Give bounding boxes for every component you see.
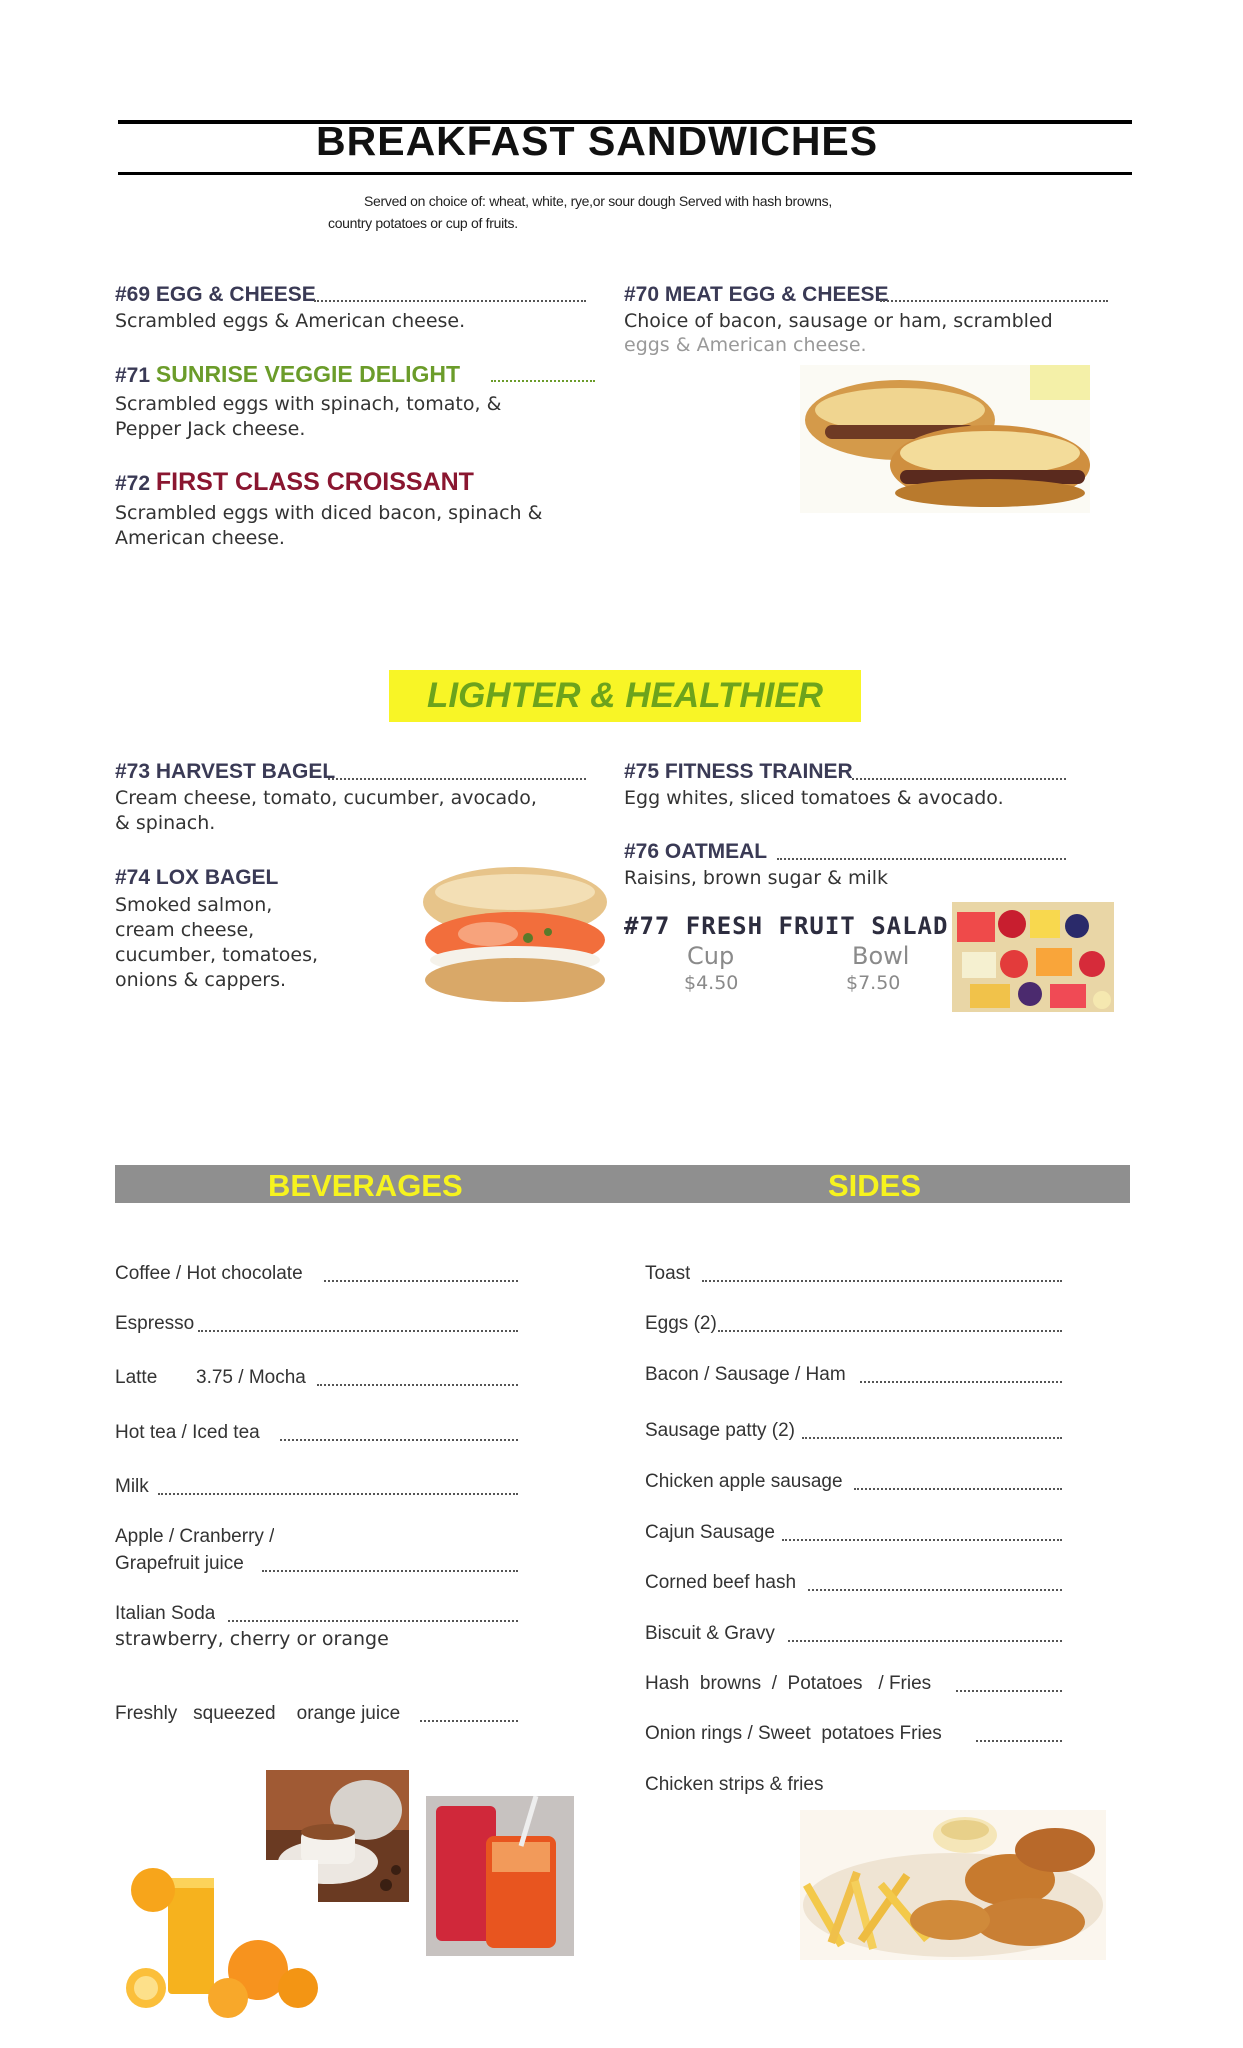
cup-label: Cup [687,942,735,970]
bowl-price: $7.50 [846,972,901,994]
croissant-sandwich-image [800,365,1090,513]
side-item: Hash browns / Potatoes / Fries [645,1673,932,1694]
side-item: Bacon / Sausage / Ham [645,1364,846,1385]
leader-dots [956,1690,1062,1692]
leader-dots [854,1488,1062,1490]
side-item: Sausage patty (2) [645,1420,795,1441]
side-item: Toast [645,1263,691,1284]
leader-dots [280,1439,518,1441]
title-underline [118,172,1132,175]
side-item: Chicken strips & fries [645,1774,824,1795]
leader-dots [788,1640,1062,1642]
iced-tea-image [426,1796,574,1956]
item-74-desc-4: onions & cappers. [115,969,287,991]
leader-dots [808,1589,1062,1591]
beverages-heading: BEVERAGES [268,1168,463,1203]
beverage-item: Hot tea / Iced tea [115,1422,260,1443]
cup-price: $4.50 [684,972,739,994]
item-74-desc-2: cream cheese, [115,919,255,941]
item-69-number: #69 [115,283,151,306]
leader-dots [718,1330,1062,1332]
leader-dots [782,1539,1062,1541]
item-71-desc-1: Scrambled eggs with spinach, tomato, & [115,393,502,415]
leader-dots [324,1280,518,1282]
item-71-desc-2: Pepper Jack cheese. [115,418,306,440]
sides-heading: SIDES [828,1168,922,1203]
item-72-desc-2: American cheese. [115,527,285,549]
item-73-desc-2: & spinach. [115,812,216,834]
lox-bagel-image [418,862,613,1006]
leader-dots [852,778,1066,780]
section-header-bar [115,1165,1130,1203]
item-71-name: SUNRISE VEGGIE DELIGHT [155,361,461,387]
item-71-title [115,361,460,388]
item-70-desc-2: eggs & American cheese. [624,334,867,356]
item-74-desc-1: Smoked salmon, [115,894,273,916]
italian-soda-flavors: strawberry, cherry or orange [115,1628,389,1650]
lighter-healthier-banner: LIGHTER & HEALTHIER [389,670,861,722]
item-70-desc-1: Choice of bacon, sausage or ham, scrambled [624,310,1053,332]
page-title: BREAKFAST SANDWICHES [316,118,879,164]
side-item: Cajun Sausage [645,1522,775,1543]
bowl-label: Bowl [852,942,910,970]
leader-dots [228,1620,518,1622]
beverage-item: Apple / Cranberry / [115,1526,275,1547]
fruit-salad-image [952,902,1114,1012]
side-item: Corned beef hash [645,1572,797,1593]
beverage-item: Freshly squeezed orange juice [115,1703,401,1724]
item-69-desc: Scrambled eggs & American cheese. [115,310,466,332]
item-70-title [624,283,889,307]
beverage-item: Latte [115,1367,158,1388]
side-item: Chicken apple sausage [645,1471,843,1492]
orange-juice-image [118,1860,318,2020]
item-75-title: #75 FITNESS TRAINER [624,760,853,783]
leader-dots [314,300,586,302]
beverage-item: Espresso [115,1313,195,1334]
item-69-title [115,283,316,307]
item-75-desc: Egg whites, sliced tomatoes & avocado. [624,787,1004,809]
item-69-name: EGG & CHEESE [155,283,316,306]
leader-dots [880,300,1108,302]
beverage-item: Grapefruit juice [115,1553,244,1574]
leader-dots [777,858,1066,860]
item-71-number: #71 [115,364,151,387]
item-73-title: #73 HARVEST BAGEL [115,760,336,783]
leader-dots [802,1437,1062,1439]
leader-dots [860,1381,1062,1383]
item-72-desc-1: Scrambled eggs with diced bacon, spinach & [115,502,543,524]
item-77-title: #77 FRESH FRUIT SALAD [624,912,949,940]
item-72-name: FIRST CLASS CROISSANT [155,468,474,496]
side-item: Onion rings / Sweet potatoes Fries [645,1723,942,1744]
item-74-title: #74 LOX BAGEL [115,866,279,889]
beverage-item: Italian Soda [115,1603,216,1624]
leader-dots [198,1330,518,1332]
item-70-name: MEAT EGG & CHEESE [664,283,889,306]
side-item: Eggs (2) [645,1313,717,1334]
beverage-item: Coffee / Hot chocolate [115,1263,303,1284]
leader-dots [420,1720,518,1722]
leader-dots [317,1384,518,1386]
leader-dots [976,1740,1062,1742]
item-73-desc-1: Cream cheese, tomato, cucumber, avocado, [115,787,537,809]
item-74-desc-3: cucumber, tomatoes, [115,944,319,966]
beverage-latte-extra: 3.75 / Mocha [196,1367,306,1388]
item-72-number: #72 [115,472,151,495]
beverage-item: Milk [115,1476,149,1497]
item-70-number: #70 [624,283,660,306]
item-76-title: #76 OATMEAL [624,840,768,863]
item-72-title [115,468,474,497]
leader-dots [262,1570,518,1572]
leader-dots [328,778,586,780]
chicken-fries-image [800,1810,1106,1960]
intro-line-2: country potatoes or cup of fruits. [328,215,518,231]
intro-line-1: Served on choice of: wheat, white, rye,or sour dough Served with hash browns, [364,193,832,209]
leader-dots [158,1493,518,1495]
leader-dots [491,380,595,382]
item-76-desc: Raisins, brown sugar & milk [624,867,889,889]
leader-dots [702,1280,1062,1282]
side-item: Biscuit & Gravy [645,1623,775,1644]
